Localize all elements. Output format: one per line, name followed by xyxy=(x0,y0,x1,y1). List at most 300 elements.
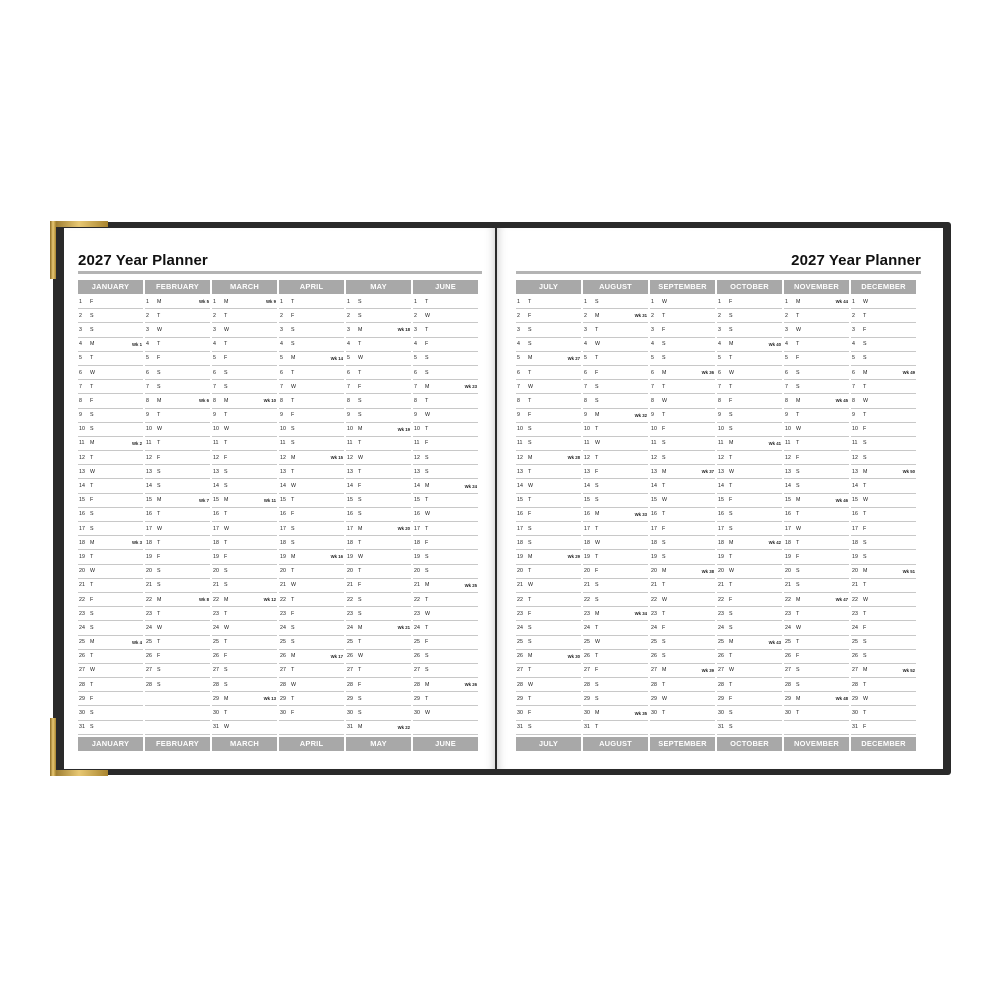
day-row[interactable] xyxy=(145,352,210,366)
day-row[interactable] xyxy=(583,664,648,678)
day-row[interactable] xyxy=(650,593,715,607)
day-row[interactable] xyxy=(583,451,648,465)
day-row[interactable] xyxy=(650,366,715,380)
day-row[interactable] xyxy=(346,664,411,678)
day-row[interactable] xyxy=(583,550,648,564)
day-row[interactable] xyxy=(346,380,411,394)
day-row[interactable] xyxy=(346,565,411,579)
day-row[interactable] xyxy=(516,550,581,564)
day-row[interactable] xyxy=(145,479,210,493)
day-row[interactable] xyxy=(784,650,849,664)
day-row[interactable] xyxy=(212,550,277,564)
day-row[interactable] xyxy=(851,338,916,352)
day-row[interactable] xyxy=(583,536,648,550)
day-row[interactable] xyxy=(516,494,581,508)
day-row[interactable] xyxy=(279,650,344,664)
day-row[interactable] xyxy=(78,579,143,593)
day-row[interactable] xyxy=(583,338,648,352)
day-row[interactable] xyxy=(212,565,277,579)
day-row[interactable] xyxy=(145,550,210,564)
day-row[interactable] xyxy=(583,465,648,479)
day-row[interactable] xyxy=(583,522,648,536)
day-row[interactable] xyxy=(851,678,916,692)
day-row[interactable] xyxy=(212,394,277,408)
day-row[interactable] xyxy=(851,550,916,564)
day-row[interactable] xyxy=(650,309,715,323)
day-row[interactable] xyxy=(650,565,715,579)
day-row[interactable] xyxy=(717,692,782,706)
day-row[interactable] xyxy=(650,295,715,309)
day-row[interactable] xyxy=(78,522,143,536)
day-row[interactable] xyxy=(583,409,648,423)
day-row[interactable] xyxy=(279,621,344,635)
day-row[interactable] xyxy=(784,394,849,408)
day-row[interactable] xyxy=(784,607,849,621)
day-row[interactable] xyxy=(346,437,411,451)
day-row[interactable] xyxy=(413,451,478,465)
day-row[interactable] xyxy=(145,508,210,522)
day-row[interactable] xyxy=(784,579,849,593)
day-row[interactable] xyxy=(851,579,916,593)
day-row[interactable] xyxy=(346,593,411,607)
day-row[interactable] xyxy=(78,423,143,437)
day-row[interactable] xyxy=(784,437,849,451)
day-row[interactable] xyxy=(516,621,581,635)
day-row[interactable] xyxy=(784,593,849,607)
day-row[interactable] xyxy=(784,678,849,692)
day-row[interactable] xyxy=(346,621,411,635)
day-row[interactable] xyxy=(145,437,210,451)
day-row[interactable] xyxy=(279,380,344,394)
day-row[interactable] xyxy=(583,706,648,720)
day-row[interactable] xyxy=(346,522,411,536)
day-row[interactable] xyxy=(145,451,210,465)
day-row[interactable] xyxy=(851,593,916,607)
day-row[interactable] xyxy=(78,338,143,352)
day-row[interactable] xyxy=(516,706,581,720)
day-row[interactable] xyxy=(145,664,210,678)
day-row[interactable] xyxy=(279,323,344,337)
day-row[interactable] xyxy=(346,394,411,408)
day-row[interactable] xyxy=(516,607,581,621)
day-row[interactable] xyxy=(279,536,344,550)
day-row[interactable] xyxy=(212,508,277,522)
day-row[interactable] xyxy=(145,650,210,664)
day-row[interactable] xyxy=(413,465,478,479)
day-row[interactable] xyxy=(784,636,849,650)
day-row[interactable] xyxy=(346,451,411,465)
day-row[interactable] xyxy=(413,479,478,493)
day-row[interactable] xyxy=(279,409,344,423)
day-row[interactable] xyxy=(851,465,916,479)
day-row[interactable] xyxy=(279,494,344,508)
day-row[interactable] xyxy=(650,536,715,550)
day-row[interactable] xyxy=(784,465,849,479)
day-row[interactable] xyxy=(212,437,277,451)
day-row[interactable] xyxy=(516,366,581,380)
day-row[interactable] xyxy=(346,494,411,508)
day-row[interactable] xyxy=(516,451,581,465)
day-row[interactable] xyxy=(212,522,277,536)
day-row[interactable] xyxy=(583,621,648,635)
day-row[interactable] xyxy=(516,380,581,394)
day-row[interactable] xyxy=(851,607,916,621)
day-row[interactable] xyxy=(212,465,277,479)
day-row[interactable] xyxy=(279,465,344,479)
day-row[interactable] xyxy=(717,352,782,366)
day-row[interactable] xyxy=(279,366,344,380)
day-row[interactable] xyxy=(78,394,143,408)
day-row[interactable] xyxy=(516,323,581,337)
day-row[interactable] xyxy=(145,678,210,692)
day-row[interactable] xyxy=(279,593,344,607)
day-row[interactable] xyxy=(516,479,581,493)
day-row[interactable] xyxy=(212,451,277,465)
day-row[interactable] xyxy=(78,295,143,309)
day-row[interactable] xyxy=(516,579,581,593)
day-row[interactable] xyxy=(717,479,782,493)
day-row[interactable] xyxy=(851,664,916,678)
day-row[interactable] xyxy=(717,295,782,309)
day-row[interactable] xyxy=(717,366,782,380)
day-row[interactable] xyxy=(851,508,916,522)
day-row[interactable] xyxy=(516,664,581,678)
day-row[interactable] xyxy=(78,692,143,706)
day-row[interactable] xyxy=(212,338,277,352)
day-row[interactable] xyxy=(279,706,344,720)
day-row[interactable] xyxy=(145,565,210,579)
day-row[interactable] xyxy=(78,380,143,394)
day-row[interactable] xyxy=(279,309,344,323)
day-row[interactable] xyxy=(413,664,478,678)
day-row[interactable] xyxy=(717,550,782,564)
empty-day-row[interactable] xyxy=(784,721,849,735)
day-row[interactable] xyxy=(784,479,849,493)
day-row[interactable] xyxy=(279,423,344,437)
day-row[interactable] xyxy=(784,664,849,678)
day-row[interactable] xyxy=(583,508,648,522)
day-row[interactable] xyxy=(851,494,916,508)
day-row[interactable] xyxy=(145,621,210,635)
day-row[interactable] xyxy=(784,565,849,579)
day-row[interactable] xyxy=(650,494,715,508)
day-row[interactable] xyxy=(413,380,478,394)
day-row[interactable] xyxy=(413,636,478,650)
day-row[interactable] xyxy=(583,352,648,366)
day-row[interactable] xyxy=(516,536,581,550)
day-row[interactable] xyxy=(583,692,648,706)
day-row[interactable] xyxy=(413,352,478,366)
day-row[interactable] xyxy=(212,366,277,380)
day-row[interactable] xyxy=(279,565,344,579)
day-row[interactable] xyxy=(145,522,210,536)
day-row[interactable] xyxy=(583,636,648,650)
empty-day-row[interactable] xyxy=(279,721,344,735)
day-row[interactable] xyxy=(413,692,478,706)
day-row[interactable] xyxy=(78,650,143,664)
day-row[interactable] xyxy=(583,494,648,508)
day-row[interactable] xyxy=(78,508,143,522)
day-row[interactable] xyxy=(650,394,715,408)
empty-day-row[interactable] xyxy=(145,692,210,706)
day-row[interactable] xyxy=(717,394,782,408)
day-row[interactable] xyxy=(78,593,143,607)
day-row[interactable] xyxy=(851,621,916,635)
day-row[interactable] xyxy=(413,706,478,720)
day-row[interactable] xyxy=(851,522,916,536)
day-row[interactable] xyxy=(346,678,411,692)
day-row[interactable] xyxy=(650,437,715,451)
day-row[interactable] xyxy=(717,309,782,323)
day-row[interactable] xyxy=(212,678,277,692)
day-row[interactable] xyxy=(650,352,715,366)
day-row[interactable] xyxy=(784,380,849,394)
day-row[interactable] xyxy=(279,550,344,564)
day-row[interactable] xyxy=(851,692,916,706)
day-row[interactable] xyxy=(650,423,715,437)
day-row[interactable] xyxy=(851,309,916,323)
day-row[interactable] xyxy=(78,352,143,366)
day-row[interactable] xyxy=(346,607,411,621)
day-row[interactable] xyxy=(279,451,344,465)
day-row[interactable] xyxy=(717,536,782,550)
day-row[interactable] xyxy=(279,295,344,309)
day-row[interactable] xyxy=(145,636,210,650)
day-row[interactable] xyxy=(346,423,411,437)
day-row[interactable] xyxy=(145,536,210,550)
day-row[interactable] xyxy=(851,536,916,550)
day-row[interactable] xyxy=(650,607,715,621)
day-row[interactable] xyxy=(78,366,143,380)
day-row[interactable] xyxy=(650,338,715,352)
day-row[interactable] xyxy=(516,465,581,479)
day-row[interactable] xyxy=(516,338,581,352)
day-row[interactable] xyxy=(145,295,210,309)
day-row[interactable] xyxy=(279,664,344,678)
empty-day-row[interactable] xyxy=(145,721,210,735)
day-row[interactable] xyxy=(279,338,344,352)
day-row[interactable] xyxy=(784,409,849,423)
day-row[interactable] xyxy=(784,295,849,309)
day-row[interactable] xyxy=(413,550,478,564)
day-row[interactable] xyxy=(516,394,581,408)
day-row[interactable] xyxy=(650,323,715,337)
day-row[interactable] xyxy=(346,465,411,479)
day-row[interactable] xyxy=(212,423,277,437)
day-row[interactable] xyxy=(212,621,277,635)
day-row[interactable] xyxy=(145,579,210,593)
day-row[interactable] xyxy=(851,380,916,394)
day-row[interactable] xyxy=(212,664,277,678)
day-row[interactable] xyxy=(346,650,411,664)
day-row[interactable] xyxy=(516,565,581,579)
day-row[interactable] xyxy=(784,309,849,323)
day-row[interactable] xyxy=(516,678,581,692)
day-row[interactable] xyxy=(784,352,849,366)
day-row[interactable] xyxy=(279,394,344,408)
day-row[interactable] xyxy=(346,579,411,593)
day-row[interactable] xyxy=(650,678,715,692)
day-row[interactable] xyxy=(516,295,581,309)
day-row[interactable] xyxy=(583,479,648,493)
empty-day-row[interactable] xyxy=(413,721,478,735)
day-row[interactable] xyxy=(413,607,478,621)
day-row[interactable] xyxy=(650,692,715,706)
day-row[interactable] xyxy=(784,522,849,536)
day-row[interactable] xyxy=(717,323,782,337)
day-row[interactable] xyxy=(413,508,478,522)
day-row[interactable] xyxy=(784,692,849,706)
day-row[interactable] xyxy=(650,650,715,664)
day-row[interactable] xyxy=(78,451,143,465)
day-row[interactable] xyxy=(583,678,648,692)
day-row[interactable] xyxy=(279,437,344,451)
day-row[interactable] xyxy=(346,366,411,380)
day-row[interactable] xyxy=(346,508,411,522)
day-row[interactable] xyxy=(583,380,648,394)
day-row[interactable] xyxy=(212,636,277,650)
day-row[interactable] xyxy=(78,621,143,635)
day-row[interactable] xyxy=(851,409,916,423)
day-row[interactable] xyxy=(717,621,782,635)
day-row[interactable] xyxy=(784,451,849,465)
day-row[interactable] xyxy=(78,409,143,423)
day-row[interactable] xyxy=(145,380,210,394)
day-row[interactable] xyxy=(78,678,143,692)
day-row[interactable] xyxy=(583,650,648,664)
day-row[interactable] xyxy=(346,636,411,650)
day-row[interactable] xyxy=(784,366,849,380)
day-row[interactable] xyxy=(212,479,277,493)
day-row[interactable] xyxy=(413,309,478,323)
day-row[interactable] xyxy=(212,352,277,366)
day-row[interactable] xyxy=(516,721,581,735)
day-row[interactable] xyxy=(784,338,849,352)
day-row[interactable] xyxy=(650,621,715,635)
day-row[interactable] xyxy=(851,650,916,664)
day-row[interactable] xyxy=(279,607,344,621)
day-row[interactable] xyxy=(851,479,916,493)
day-row[interactable] xyxy=(145,465,210,479)
day-row[interactable] xyxy=(346,479,411,493)
day-row[interactable] xyxy=(516,692,581,706)
day-row[interactable] xyxy=(851,295,916,309)
day-row[interactable] xyxy=(583,295,648,309)
day-row[interactable] xyxy=(279,678,344,692)
day-row[interactable] xyxy=(145,338,210,352)
day-row[interactable] xyxy=(717,650,782,664)
day-row[interactable] xyxy=(583,323,648,337)
day-row[interactable] xyxy=(212,607,277,621)
day-row[interactable] xyxy=(346,295,411,309)
day-row[interactable] xyxy=(717,607,782,621)
day-row[interactable] xyxy=(717,664,782,678)
day-row[interactable] xyxy=(346,309,411,323)
day-row[interactable] xyxy=(78,479,143,493)
day-row[interactable] xyxy=(650,409,715,423)
day-row[interactable] xyxy=(413,437,478,451)
day-row[interactable] xyxy=(279,692,344,706)
day-row[interactable] xyxy=(583,721,648,735)
day-row[interactable] xyxy=(583,437,648,451)
day-row[interactable] xyxy=(717,721,782,735)
day-row[interactable] xyxy=(650,579,715,593)
day-row[interactable] xyxy=(583,593,648,607)
day-row[interactable] xyxy=(784,323,849,337)
day-row[interactable] xyxy=(717,451,782,465)
day-row[interactable] xyxy=(784,536,849,550)
day-row[interactable] xyxy=(851,423,916,437)
day-row[interactable] xyxy=(346,706,411,720)
day-row[interactable] xyxy=(413,423,478,437)
day-row[interactable] xyxy=(212,295,277,309)
day-row[interactable] xyxy=(851,323,916,337)
day-row[interactable] xyxy=(851,565,916,579)
day-row[interactable] xyxy=(583,565,648,579)
day-row[interactable] xyxy=(145,593,210,607)
day-row[interactable] xyxy=(413,536,478,550)
day-row[interactable] xyxy=(145,366,210,380)
day-row[interactable] xyxy=(717,465,782,479)
day-row[interactable] xyxy=(145,323,210,337)
day-row[interactable] xyxy=(650,706,715,720)
day-row[interactable] xyxy=(650,451,715,465)
day-row[interactable] xyxy=(279,522,344,536)
day-row[interactable] xyxy=(516,352,581,366)
day-row[interactable] xyxy=(279,636,344,650)
day-row[interactable] xyxy=(516,522,581,536)
day-row[interactable] xyxy=(145,607,210,621)
day-row[interactable] xyxy=(413,338,478,352)
day-row[interactable] xyxy=(279,579,344,593)
day-row[interactable] xyxy=(717,636,782,650)
day-row[interactable] xyxy=(650,465,715,479)
day-row[interactable] xyxy=(851,437,916,451)
day-row[interactable] xyxy=(346,352,411,366)
day-row[interactable] xyxy=(851,706,916,720)
day-row[interactable] xyxy=(413,522,478,536)
day-row[interactable] xyxy=(717,338,782,352)
day-row[interactable] xyxy=(650,664,715,678)
day-row[interactable] xyxy=(346,536,411,550)
day-row[interactable] xyxy=(78,550,143,564)
day-row[interactable] xyxy=(78,536,143,550)
day-row[interactable] xyxy=(516,309,581,323)
day-row[interactable] xyxy=(851,394,916,408)
day-row[interactable] xyxy=(717,380,782,394)
day-row[interactable] xyxy=(784,508,849,522)
day-row[interactable] xyxy=(583,579,648,593)
day-row[interactable] xyxy=(279,479,344,493)
day-row[interactable] xyxy=(145,309,210,323)
day-row[interactable] xyxy=(78,721,143,735)
day-row[interactable] xyxy=(145,394,210,408)
day-row[interactable] xyxy=(346,338,411,352)
day-row[interactable] xyxy=(717,423,782,437)
day-row[interactable] xyxy=(583,423,648,437)
day-row[interactable] xyxy=(650,380,715,394)
day-row[interactable] xyxy=(413,565,478,579)
day-row[interactable] xyxy=(650,636,715,650)
day-row[interactable] xyxy=(212,692,277,706)
day-row[interactable] xyxy=(212,721,277,735)
day-row[interactable] xyxy=(650,522,715,536)
day-row[interactable] xyxy=(212,380,277,394)
day-row[interactable] xyxy=(212,536,277,550)
day-row[interactable] xyxy=(212,593,277,607)
day-row[interactable] xyxy=(346,721,411,735)
day-row[interactable] xyxy=(346,409,411,423)
